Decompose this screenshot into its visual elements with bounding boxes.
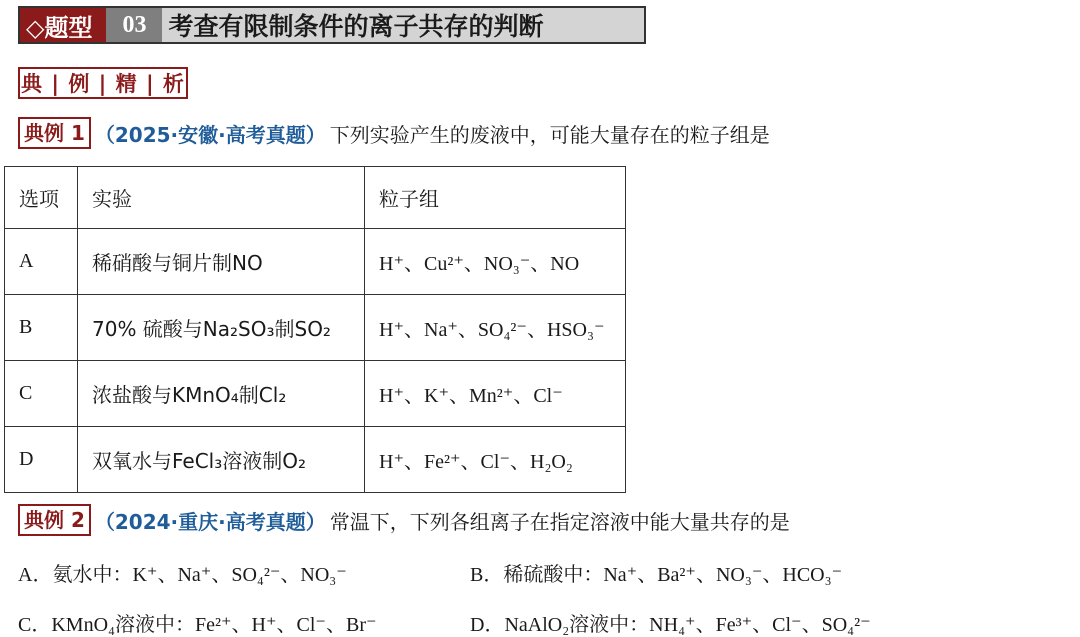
- example2-source: （2024·重庆·高考真题）: [94, 509, 326, 534]
- experiment-table: [4, 166, 626, 493]
- table-row: [5, 295, 626, 361]
- option-a: A．氨水中：K⁺、Na⁺、SO₄²⁻、NO₃⁻: [18, 564, 347, 586]
- row-experiment: 浓盐酸与KMnO₄制Cl₂: [78, 361, 365, 427]
- row-option: C: [5, 361, 78, 427]
- row-experiment: 双氧水与FeCl₃溶液制O₂: [78, 427, 365, 493]
- option-c: C．KMnO₄溶液中：Fe²⁺、H⁺、Cl⁻、Br⁻: [18, 614, 377, 636]
- table-row: [5, 361, 626, 427]
- example2-label: 典例 2: [18, 504, 91, 536]
- header-particles: 粒子组: [365, 167, 626, 229]
- row-particles: H⁺、Cu²⁺、NO₃⁻、NO: [365, 229, 626, 295]
- option-b: B．稀硫酸中：Na⁺、Ba²⁺、NO₃⁻、HCO₃⁻: [470, 564, 843, 586]
- row-experiment: 稀硝酸与铜片制NO: [78, 229, 365, 295]
- header-experiment: 实验: [78, 167, 365, 229]
- topic-number: 03: [106, 8, 162, 42]
- row-experiment: 70% 硫酸与Na₂SO₃制SO₂: [78, 295, 365, 361]
- example1-question: 下列实验产生的废液中，可能大量存在的粒子组是: [329, 122, 770, 147]
- header-option: 选项: [5, 167, 78, 229]
- option-d: D．NaAlO₂溶液中：NH₄⁺、Fe³⁺、Cl⁻、SO₄²⁻: [470, 614, 871, 636]
- example1-line: [18, 117, 770, 149]
- row-option: B: [5, 295, 78, 361]
- topic-title: 考查有限制条件的离子共存的判断: [162, 8, 644, 42]
- row-option: A: [5, 229, 78, 295]
- topic-type-tag: ◇题型: [20, 8, 106, 42]
- section-label: 典 | 例 | 精 | 析: [18, 67, 188, 99]
- table-row: [5, 229, 626, 295]
- row-option: D: [5, 427, 78, 493]
- topic-header: [18, 6, 646, 44]
- table-header-row: [5, 167, 626, 229]
- example2-question: 常温下，下列各组离子在指定溶液中能大量共存的是: [329, 509, 790, 534]
- example1-label: 典例 1: [18, 117, 91, 149]
- example1-source: （2025·安徽·高考真题）: [94, 122, 326, 147]
- row-particles: H⁺、Fe²⁺、Cl⁻、H₂O₂: [365, 427, 626, 493]
- row-particles: H⁺、Na⁺、SO₄²⁻、HSO₃⁻: [365, 295, 626, 361]
- table-row: [5, 427, 626, 493]
- row-particles: H⁺、K⁺、Mn²⁺、Cl⁻: [365, 361, 626, 427]
- example2-line: [18, 504, 790, 536]
